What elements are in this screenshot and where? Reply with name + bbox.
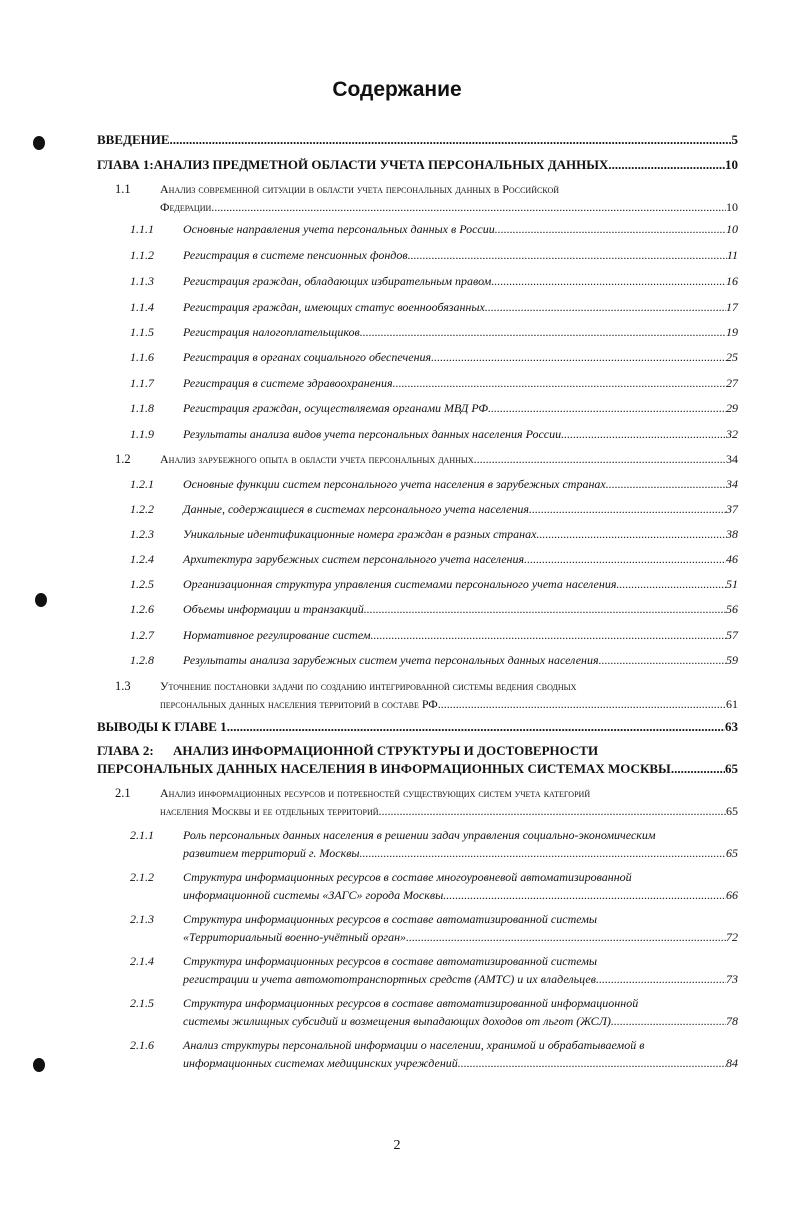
leader-dots <box>616 575 726 593</box>
entry-number: 1.1.6 <box>130 350 154 364</box>
entry-title: Структура информационных ресурсов в составе автоматизированной системы <box>183 954 598 968</box>
entry-number: 1.1.8 <box>130 401 154 415</box>
entry-number: 1.1.7 <box>130 376 154 390</box>
entry-title: Структура информационных ресурсов в составе многоуровневой автоматизированной <box>183 870 632 884</box>
toc-entry[interactable] <box>97 718 738 736</box>
entry-page: 56 <box>726 602 738 616</box>
entry-title: информационной системы «ЗАГС» города Москвы <box>183 888 444 902</box>
entry-page: 27 <box>726 376 738 390</box>
toc-entry[interactable] <box>97 550 738 568</box>
entry-title: Объемы информации и транзакций <box>183 602 364 616</box>
leader-dots <box>227 718 725 736</box>
leader-dots <box>524 550 726 568</box>
entry-title: ВВЕДЕНИЕ <box>97 132 170 147</box>
entry-page: 46 <box>726 552 738 566</box>
entry-title: регистрации и учета автомототранспортных средств (АМТС) и их владельцев <box>183 972 596 986</box>
entry-title: АНАЛИЗ ПРЕДМЕТНОЙ ОБЛАСТИ УЧЕТА ПЕРСОНАЛЬНЫХ ДАННЫХ <box>153 157 609 172</box>
entry-page: 5 <box>731 132 738 147</box>
entry-number: 1.2.6 <box>130 602 154 616</box>
entry-title: информационных системах медицинских учреждений <box>183 1056 458 1070</box>
toc-entry[interactable] <box>97 399 738 417</box>
leader-dots <box>608 156 725 174</box>
leader-dots <box>170 131 732 149</box>
entry-page: 65 <box>725 761 738 776</box>
leader-dots <box>431 348 726 366</box>
entry-page: 65 <box>726 804 738 818</box>
entry-page: 84 <box>726 1056 738 1070</box>
entry-page: 37 <box>726 502 738 516</box>
entry-page: 10 <box>725 157 738 172</box>
entry-title: Структура информационных ресурсов в составе автоматизированной системы <box>183 912 598 926</box>
entry-page: 34 <box>726 477 738 491</box>
toc-entry[interactable] <box>97 220 738 238</box>
entry-title: Регистрация граждан, обладающих избирательным правом <box>183 274 492 288</box>
entry-number: 2.1.1 <box>130 828 154 842</box>
entry-page: 57 <box>726 628 738 642</box>
entry-title: Регистрация граждан, осуществляемая органами МВД РФ <box>183 401 488 415</box>
entry-number: 1.1.1 <box>130 222 154 236</box>
entry-page: 34 <box>726 452 738 466</box>
leader-dots <box>495 220 726 238</box>
leader-dots <box>371 626 726 644</box>
entry-page: 61 <box>726 697 738 711</box>
toc-entry[interactable] <box>97 1036 738 1072</box>
entry-number: 1.1.2 <box>130 248 154 262</box>
entry-number: 1.1.3 <box>130 274 154 288</box>
page-title: Содержание <box>332 78 462 101</box>
entry-number: 2.1.4 <box>130 954 154 968</box>
toc-entry[interactable] <box>97 323 738 341</box>
entry-number: 1.1.9 <box>130 427 154 441</box>
entry-page: 65 <box>726 846 738 860</box>
entry-page: 38 <box>726 527 738 541</box>
entry-number: 2.1.2 <box>130 870 154 884</box>
entry-page: 59 <box>726 653 738 667</box>
entry-number: 1.2.7 <box>130 628 154 642</box>
entry-title: Основные функции систем персонального учета населения в зарубежных странах <box>183 477 606 491</box>
toc-entry[interactable] <box>97 298 738 316</box>
entry-page: 25 <box>726 350 738 364</box>
leader-dots <box>606 475 726 493</box>
entry-number: 1.2 <box>115 452 131 466</box>
toc-entry[interactable] <box>97 374 738 392</box>
leader-dots <box>360 323 726 341</box>
toc-entry[interactable] <box>97 626 738 644</box>
entry-number: ГЛАВА 2: <box>97 743 154 758</box>
toc-entry[interactable] <box>97 156 738 174</box>
entry-page: 10 <box>726 222 738 236</box>
leader-dots <box>458 1054 726 1072</box>
entry-title: «Территориальный военно-учётный орган» <box>183 930 407 944</box>
leader-dots <box>360 844 726 862</box>
leader-dots <box>379 802 726 820</box>
entry-title: развитием территорий г. Москвы <box>183 846 360 860</box>
entry-title: Нормативное регулирование систем <box>183 628 371 642</box>
toc-entry[interactable] <box>97 348 738 366</box>
scan-mark <box>33 136 45 150</box>
toc-entry[interactable] <box>97 425 738 443</box>
leader-dots <box>611 1012 726 1030</box>
entry-title: Организационная структура управления системами персонального учета населения <box>183 577 617 591</box>
toc-entry[interactable] <box>97 651 738 669</box>
entry-number: 1.2.5 <box>130 577 154 591</box>
entry-title: Регистрация в органах социального обеспечения <box>183 350 432 364</box>
entry-number: 1.2.4 <box>130 552 154 566</box>
entry-title: Основные направления учета персональных данных в России <box>183 222 495 236</box>
leader-dots <box>599 651 726 669</box>
leader-dots <box>536 525 726 543</box>
entry-title: Уникальные идентификационные номера граждан в разных странах <box>183 527 537 541</box>
entry-title: Роль персональных данных населения в решении задач управления социально-экономическим <box>183 828 656 842</box>
entry-title: Результаты анализа видов учета персональных данных населения России <box>183 427 562 441</box>
entry-number: 1.2.1 <box>130 477 154 491</box>
leader-dots <box>491 272 726 290</box>
entry-number: 1.1 <box>115 182 131 196</box>
entry-title: Данные, содержащиеся в системах персонального учета населения <box>183 502 529 516</box>
entry-page: 72 <box>726 930 738 944</box>
toc-entry[interactable] <box>97 131 738 149</box>
leader-dots <box>438 695 726 713</box>
entry-number: 1.1.4 <box>130 300 154 314</box>
entry-page: 66 <box>726 888 738 902</box>
entry-page: 10 <box>726 200 738 214</box>
entry-title: Результаты анализа зарубежных систем учета персональных данных населения <box>183 653 599 667</box>
entry-title: Анализ зарубежного опыта в области учета персональных данных <box>160 452 474 466</box>
entry-number: 1.3 <box>115 679 131 693</box>
entry-title: Уточнение постановки задачи по созданию интегрированной системы ведения сводных <box>160 679 577 693</box>
toc-entry[interactable] <box>97 575 738 593</box>
leader-dots <box>408 246 727 264</box>
entry-title: АНАЛИЗ ИНФОРМАЦИОННОЙ СТРУКТУРЫ И ДОСТОВЕРНОСТИ <box>173 743 599 758</box>
leader-dots <box>596 970 726 988</box>
entry-number: 2.1.6 <box>130 1038 154 1052</box>
entry-title: Архитектура зарубежных систем персонального учета населения <box>183 552 525 566</box>
entry-page: 73 <box>726 972 738 986</box>
toc-entry[interactable] <box>97 826 738 862</box>
toc-entry[interactable] <box>97 994 738 1030</box>
scan-mark <box>35 593 47 607</box>
entry-title: Регистрация налогоплательщиков <box>183 325 360 339</box>
entry-page: 19 <box>726 325 738 339</box>
entry-number: 1.2.2 <box>130 502 154 516</box>
entry-number: 1.1.5 <box>130 325 154 339</box>
entry-title: персональных данных населения территорий в составе РФ <box>160 697 438 711</box>
entry-number: 2.1.5 <box>130 996 154 1010</box>
scan-mark <box>33 1058 45 1072</box>
toc-entry[interactable] <box>97 525 738 543</box>
entry-page: 51 <box>726 577 738 591</box>
toc-entry[interactable] <box>97 952 738 988</box>
leader-dots <box>474 450 726 468</box>
entry-title: Анализ информационных ресурсов и потребностей существующих систем учета категорий <box>160 786 591 800</box>
entry-page: 78 <box>726 1014 738 1028</box>
leader-dots <box>443 886 726 904</box>
leader-dots <box>211 198 726 216</box>
toc-entry[interactable] <box>97 500 738 518</box>
entry-title: Анализ структуры персональной информации о населении, хранимой и обрабатываемой в <box>183 1038 645 1052</box>
entry-title: ВЫВОДЫ К ГЛАВЕ 1 <box>97 719 227 734</box>
entry-title: Структура информационных ресурсов в составе автоматизированной информационной <box>183 996 639 1010</box>
toc-entry[interactable] <box>97 180 738 216</box>
leader-dots <box>364 600 726 618</box>
entry-number: 1.2.8 <box>130 653 154 667</box>
leader-dots <box>561 425 726 443</box>
entry-page: 29 <box>726 401 738 415</box>
toc-entry[interactable] <box>97 600 738 618</box>
toc-entry[interactable] <box>97 868 738 904</box>
entry-title: Анализ современной ситуации в области учета персональных данных в Российской <box>160 182 560 196</box>
toc-entry[interactable] <box>97 677 738 713</box>
leader-dots <box>671 760 725 778</box>
entry-title: Регистрация в системе пенсионных фондов <box>183 248 408 262</box>
toc-entry[interactable] <box>97 450 738 468</box>
entry-number: 2.1 <box>115 786 131 800</box>
toc-entry[interactable] <box>97 246 738 264</box>
page-number: 2 <box>393 1138 401 1153</box>
toc-entry[interactable] <box>97 910 738 946</box>
entry-page: 63 <box>725 719 738 734</box>
entry-number: ГЛАВА 1: <box>97 157 154 172</box>
entry-title: Регистрация в системе здравоохранения <box>183 376 393 390</box>
entry-page: 11 <box>726 248 738 262</box>
toc-entry[interactable] <box>97 475 738 493</box>
entry-page: 16 <box>726 274 738 288</box>
entry-number: 1.2.3 <box>130 527 154 541</box>
leader-dots <box>529 500 726 518</box>
entry-title: ПЕРСОНАЛЬНЫХ ДАННЫХ НАСЕЛЕНИЯ В ИНФОРМАЦИОННЫХ СИСТЕМАХ МОСКВЫ <box>97 761 671 776</box>
entry-title: Федерации <box>160 200 212 214</box>
toc-entry[interactable] <box>97 784 738 820</box>
entry-page: 32 <box>726 427 738 441</box>
entry-title: системы жилищных субсидий и возмещения выпадающих доходов от льгот (ЖСЛ) <box>183 1014 611 1028</box>
leader-dots <box>406 928 726 946</box>
entry-page: 17 <box>726 300 738 314</box>
entry-title: Регистрация граждан, имеющих статус военнообязанных <box>183 300 485 314</box>
entry-number: 2.1.3 <box>130 912 154 926</box>
toc-entry[interactable] <box>97 272 738 290</box>
entry-title: населения Москвы и ее отдельных территорий <box>160 804 379 818</box>
toc-entry[interactable] <box>97 742 738 778</box>
leader-dots <box>488 399 726 417</box>
leader-dots <box>393 374 726 392</box>
leader-dots <box>485 298 726 316</box>
